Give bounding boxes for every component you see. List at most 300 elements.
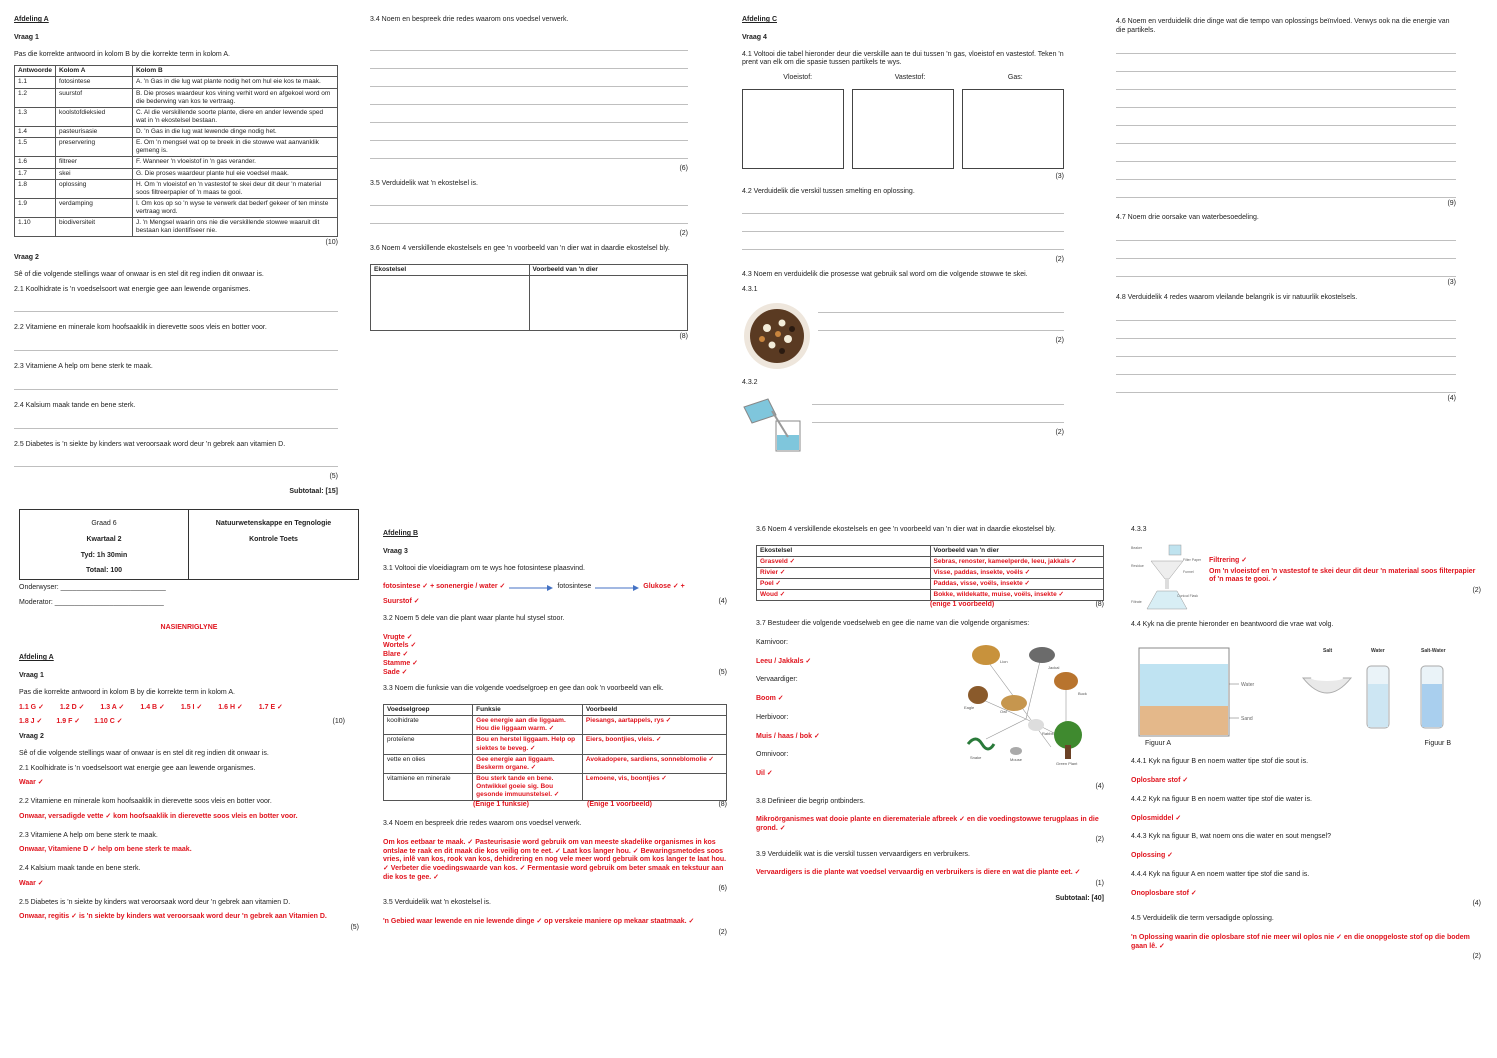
- marks: (5): [718, 668, 727, 676]
- table-cell: preservering: [55, 138, 132, 157]
- marks: (2): [679, 230, 688, 238]
- figure-caption: Figuur A: [1145, 739, 1172, 747]
- question-title: Vraag 1: [14, 33, 39, 41]
- figure-label: Water: [1241, 681, 1255, 688]
- web-label: Lion: [1000, 658, 1008, 664]
- table-cell: A. 'n Gas in die lug wat plante nodig het om hul eie kos te maak.: [132, 77, 337, 88]
- note: (enige 1 voorbeeld): [930, 601, 995, 609]
- arrow-icon: [595, 584, 639, 592]
- ecosystem-answer-body: [757, 556, 1104, 601]
- section-title: Afdeling A: [14, 16, 49, 23]
- table-row: [15, 168, 338, 179]
- table-cell[interactable]: [371, 275, 530, 330]
- table-cell: Grasveld ✓: [757, 556, 931, 567]
- table-notes: [756, 601, 1104, 610]
- table-row: [757, 579, 1104, 590]
- mc-answer: 1.2 D ✓: [59, 703, 85, 711]
- answer-text: Oplossing ✓: [1131, 852, 1174, 859]
- cover-right: [189, 510, 358, 579]
- answer-line[interactable]: [1116, 265, 1456, 277]
- section-title: Afdeling B: [383, 530, 418, 537]
- question-title: Vraag 2: [14, 254, 39, 262]
- statement: 2.3 Vitamiene A help om bene sterk te maak.: [14, 363, 153, 371]
- lion-icon: [972, 645, 1000, 665]
- mc-answer-row: [19, 718, 359, 727]
- panel-memo-afdeling-b: [383, 530, 727, 990]
- table-row: [15, 198, 338, 217]
- question-text: 3.7 Bestudeer die volgende voedselweb en gee die name van die volgende organismes:: [756, 620, 1030, 628]
- question-title: Vraag 3: [383, 547, 408, 555]
- mc-answer: 1.7 E ✓: [258, 703, 283, 711]
- time: Tyd: 1h 30min: [80, 551, 128, 559]
- subtotal: Subtotaal: [40]: [1055, 894, 1104, 902]
- table-header: Ekostelsel: [371, 264, 530, 275]
- answer-line[interactable]: [14, 417, 338, 429]
- table-cell: filtreer: [55, 157, 132, 168]
- question-text: 4.4 Kyk na die prente hieronder en beantwoord die vrae wat volg.: [1131, 620, 1334, 628]
- diagram-label: Filter Paper: [1183, 557, 1202, 562]
- marks: (10): [325, 239, 338, 247]
- marks: (6): [718, 884, 727, 892]
- table-row: [15, 88, 338, 107]
- marks: (10): [332, 718, 345, 726]
- question-text: 3.8 Definieer die begrip ontbinders.: [756, 797, 865, 805]
- mc-answer: 1.8 J ✓: [19, 718, 43, 726]
- marks: (5): [329, 473, 338, 481]
- table-row: [757, 556, 1104, 567]
- mc-answer: 1.5 I ✓: [180, 703, 203, 711]
- answer-text: 'n Gebied waar lewende en nie lewende dinge ✓ op verskeie maniere op mekaar staatmaak. ✓: [383, 918, 695, 925]
- question-text: 3.9 Verduidelik wat is die verskil tussen vervaardigers en verbruikers.: [756, 850, 970, 858]
- matching-table-body: [15, 77, 338, 237]
- answer-text: Onwaar, Vitamiene D ✓ help om bene sterk te maak.: [19, 846, 192, 854]
- tree-icon: [1054, 721, 1082, 749]
- table-cell: fotosintese: [55, 77, 132, 88]
- note: (Enige 1 funksie): [473, 801, 530, 809]
- question-text: 4.5 Verduidelik die term versadigde oplossing.: [1131, 915, 1274, 922]
- table-cell: 1.7: [15, 168, 56, 179]
- table-row: [384, 754, 727, 773]
- answer-text: Onoplosbare stof ✓: [1131, 889, 1197, 897]
- table-header: Voorbeeld van 'n dier: [930, 545, 1104, 556]
- table-cell[interactable]: [529, 275, 688, 330]
- table-cell: 1.10: [15, 218, 56, 237]
- mouse-icon: [1010, 747, 1022, 755]
- table-cell: 1.1: [15, 77, 56, 88]
- table-cell: G. Die proses waardeur plante hul eie voedsel maak.: [132, 168, 337, 179]
- table-cell: proteïene: [384, 735, 473, 754]
- cover-left: [20, 510, 189, 579]
- statement: 2.2 Vitamiene en minerale kom hoofsaaklik in dierevette soos vleis en botter voor.: [19, 798, 272, 805]
- figure-captions: [1145, 740, 1451, 749]
- snake-icon: [968, 739, 994, 749]
- marks: (4): [1472, 900, 1481, 908]
- ecosystem-table: [370, 264, 688, 331]
- table-header: Voorbeeld van 'n dier: [529, 264, 688, 275]
- marks: (4): [718, 598, 727, 605]
- food-web-diagram: [956, 639, 1096, 769]
- answer-line[interactable]: [370, 147, 688, 159]
- answer-line[interactable]: [14, 455, 338, 467]
- marks: (2): [1055, 256, 1064, 264]
- table-cell: C. Al die verskillende soorte plante, diere en ander lewende sped wat in 'n ekostelsel bestaan.: [132, 107, 337, 126]
- answer-line[interactable]: [1116, 327, 1456, 339]
- mc-answer: 1.3 A ✓: [100, 703, 125, 711]
- question-instruction: Sê of die volgende stellings waar of onwaar is en stel dit reg indien dit onwaar is.: [19, 749, 269, 757]
- question-text: 4.6 Noem en verduidelik drie dinge wat die tempo van oplossings beïnvloed. Verwys ook na die energie van die partikels.: [1116, 18, 1450, 34]
- label: Karnivoor:: [756, 638, 788, 646]
- marks: (2): [1055, 336, 1064, 344]
- marks: (4): [1447, 394, 1456, 402]
- statement: 2.5 Diabetes is 'n siekte by kinders wat veroorsaak word deur 'n gebrek aan vitamien D.: [19, 898, 291, 906]
- memo-title: NASIENRIGLYNE: [160, 623, 218, 631]
- flow-input: fotosintese ✓ + sonenergie / water ✓: [383, 583, 506, 591]
- panel-memo-vraag-4: [1131, 526, 1481, 976]
- question-title: Vraag 4: [742, 33, 767, 41]
- table-cell: Piesangs, aartappels, rys ✓: [582, 716, 726, 735]
- mc-answer: 1.9 F ✓: [56, 718, 81, 726]
- table-header: Kolom B: [132, 66, 337, 77]
- mc-answer-row: [19, 704, 359, 713]
- table-cell: D. 'n Gas in die lug wat lewende dinge nodig het.: [132, 127, 337, 138]
- table-row: [15, 107, 338, 126]
- answer-text: Vrugte ✓: [383, 633, 413, 641]
- food-web-answers: [756, 639, 956, 789]
- table-header: Antwoorde: [15, 66, 56, 77]
- answer-text: Om 'n vloeistof en 'n vastestof te skei deur dit deur 'n materiaal soos filterpapier of 'n maas te gooi. ✓: [1209, 567, 1476, 584]
- filtration-diagram: [1131, 541, 1203, 611]
- jackal-icon: [1029, 647, 1055, 663]
- marks: (2): [1472, 953, 1481, 961]
- table-cell: koolhidrate: [384, 716, 473, 735]
- answer-line[interactable]: [812, 393, 1064, 405]
- answer-line[interactable]: [742, 238, 1064, 250]
- answer-line[interactable]: [742, 202, 1064, 214]
- question-text: 4.4.4 Kyk na figuur A en noem watter tipe stof die sand is.: [1131, 870, 1310, 878]
- web-label: Green Plant: [1056, 760, 1078, 766]
- panel-vraag-3-questions: [370, 16, 688, 346]
- question-text: 3.6 Noem 4 verskillende ekostelsels en gee 'n voorbeeld van 'n dier wat in daardie ekostelsel bly.: [370, 245, 670, 252]
- marks: (6): [679, 164, 688, 172]
- table-row: [15, 179, 338, 198]
- label: Vervaardiger:: [756, 676, 798, 684]
- flow-row-2: [383, 598, 727, 607]
- filtration-answer: [1209, 557, 1481, 611]
- answer-line[interactable]: [1116, 114, 1456, 126]
- web-label: Eagle: [964, 704, 975, 710]
- mc-answer: 1.1 G ✓: [19, 703, 44, 711]
- filtration-row: [1131, 541, 1481, 611]
- answer-text: Sade ✓: [383, 668, 408, 676]
- question-text: 3.5 Verduidelik wat 'n ekostelsel is.: [370, 179, 478, 187]
- question-text: 4.8 Verduidelik 4 redes waarom vleilande belangrik is vir natuurlik ekostelsels.: [1116, 293, 1358, 301]
- note: (Enige 1 voorbeeld): [587, 801, 652, 809]
- table-cell: Woud ✓: [757, 590, 931, 601]
- answer-text: Oplosmiddel ✓: [1131, 814, 1182, 822]
- question-text: 4.4.2 Kyk na figuur B en noem watter tipe stof die water is.: [1131, 795, 1312, 803]
- question-number: 4.3.2: [742, 378, 758, 386]
- figure-label: Salt: [1323, 647, 1333, 654]
- diagram-label: Beaker: [1131, 545, 1143, 550]
- mc-answer: 1.6 H ✓: [218, 703, 243, 711]
- panel-memo-vraag-3-continued: [756, 526, 1104, 956]
- answer-line[interactable]: [1116, 60, 1456, 72]
- web-label: Jackal: [1048, 664, 1060, 670]
- table-cell: H. Om 'n vloeistof en 'n vastestof te skei deur dit deur 'n material soos filtreerpapier of 'n maas te gooi.: [132, 179, 337, 198]
- panel-afdeling-c-questions: [742, 16, 1064, 476]
- answer-line[interactable]: [818, 319, 1064, 331]
- answer-title: Filtrering ✓: [1209, 556, 1248, 564]
- section-title: Afdeling C: [742, 16, 777, 23]
- diagram-label: Filtrate: [1131, 599, 1142, 604]
- marks: (5): [350, 924, 359, 931]
- question-instruction: Pas die korrekte antwoord in kolom B by die korrekte term in kolom A.: [19, 688, 235, 696]
- table-cell: koolstofdieksied: [55, 107, 132, 126]
- question-number: 4.3.3: [1131, 526, 1147, 533]
- panel-vraag-4-questions: [1116, 18, 1456, 448]
- answer-line[interactable]: [1116, 186, 1456, 198]
- table-row: [15, 77, 338, 88]
- answer-line[interactable]: [1116, 150, 1456, 162]
- answer-line[interactable]: [1116, 229, 1456, 241]
- question-number: 4.3.1: [742, 285, 758, 293]
- marks: (3): [1447, 279, 1456, 286]
- answer-line[interactable]: [1116, 247, 1456, 259]
- statement: 2.2 Vitamiene en minerale kom hoofsaaklik in dierevette soos vleis en botter voor.: [14, 324, 267, 332]
- answer-line[interactable]: [370, 129, 688, 141]
- marks: (2): [1095, 835, 1104, 843]
- table-cell: Bou en herstel liggaam. Help op siektes te beveg. ✓: [473, 735, 583, 754]
- question-text: 4.4.1 Kyk na figuur B en noem watter tipe stof die sout is.: [1131, 758, 1309, 766]
- answer-line[interactable]: [370, 93, 688, 105]
- answer-area: [818, 301, 1064, 371]
- drawing-box[interactable]: [852, 89, 954, 169]
- rabbit-icon: [1028, 719, 1044, 731]
- marks: (8): [1095, 601, 1104, 609]
- answer-line[interactable]: [1116, 42, 1456, 54]
- marks: (2): [718, 928, 727, 936]
- table-row: [15, 218, 338, 237]
- subject: Natuurwetenskappe en Tegnologie: [215, 520, 332, 527]
- figure-label: Sand: [1241, 715, 1253, 722]
- table-header: Kolom A: [55, 66, 132, 77]
- matching-table: [14, 65, 338, 237]
- web-label: Snake: [970, 754, 982, 760]
- answer-text: 'n Oplossing waarin die oplosbare stof nie meer wil oplos nie ✓ en die onopgeloste stof op die bodem gaan lê. ✓: [1131, 933, 1470, 950]
- question-text: 3.5 Verduidelik wat 'n ekostelsel is.: [383, 899, 491, 907]
- answer-line[interactable]: [742, 220, 1064, 232]
- flow-output: Glukose ✓ +: [643, 583, 685, 591]
- figure-caption: Figuur B: [1424, 739, 1451, 747]
- question-text: 3.1 Voltooi die vloeidiagram om te wys hoe fotosintese plaasvind.: [383, 564, 585, 572]
- table-cell: Bou sterk tande en bene. Ontwikkel goeie sig. Bou gesonde immuunstelsel. ✓: [473, 773, 583, 800]
- label: Omnivoor:: [756, 751, 789, 759]
- ecosystem-answer-table: [756, 545, 1104, 602]
- table-cell: 1.2: [15, 88, 56, 107]
- figures-row: [1131, 644, 1481, 738]
- web-label: Buck: [1078, 690, 1087, 696]
- question-text: 4.7 Noem drie oorsake van waterbesoedeling.: [1116, 214, 1259, 222]
- answer-line[interactable]: [14, 378, 338, 390]
- table-cell: Gee energie aan liggaam. Beskerm organe. ✓: [473, 754, 583, 773]
- panel-afdeling-a-questions: [14, 16, 338, 496]
- question-instruction: Sê of die volgende stellings waar of onwaar is en stel dit reg indien dit onwaar is.: [14, 270, 264, 278]
- diagram-label: Conical Flask: [1177, 593, 1199, 598]
- web-label: Owl: [1000, 708, 1007, 714]
- marks: (3): [1055, 172, 1064, 180]
- statement: 2.1 Koolhidrate is 'n voedselsoort wat energie gee aan lewende organismes.: [19, 764, 256, 772]
- answer-line[interactable]: [14, 300, 338, 312]
- table-cell: B. Die proses waardeur kos vining verhit word en afgekoel word om die bederwing van kos te vertraag.: [132, 88, 337, 107]
- buck-icon: [1054, 672, 1078, 690]
- answer-text: Vervaardigers is die plante wat voedsel vervaardig en verbruikers is diere en wat die plante eet. ✓: [756, 869, 1081, 877]
- table-row: [384, 716, 727, 735]
- question-text: 3.4 Noem en bespreek drie redes waarom ons voedsel verwerk.: [383, 820, 582, 827]
- figure-label: Water: [1371, 647, 1385, 654]
- question-text: 4.2 Verduidelik die verskil tussen smelting en oplossing.: [742, 187, 915, 195]
- question-text: 3.4 Noem en bespreek drie redes waarom ons voedsel verwerk.: [370, 16, 569, 23]
- answer-line[interactable]: [1116, 309, 1456, 321]
- question-text: 4.3 Noem en verduidelik die prosesse wat gebruik sal word om die volgende stowwe te skei.: [742, 271, 1028, 278]
- answer-line[interactable]: [1116, 168, 1456, 180]
- drawing-box[interactable]: [742, 89, 844, 169]
- table-cell: Bokke, wildekatte, muise, voëls, insekte ✓: [930, 590, 1104, 601]
- flow-process: fotosintese: [557, 583, 592, 591]
- table-cell: Gee energie aan die liggaam. Hou die liggaam warm. ✓: [473, 716, 583, 735]
- table-cell: F. Wanneer 'n vloeistof in 'n gas verander.: [132, 157, 337, 168]
- answer-line[interactable]: [14, 339, 338, 351]
- drawing-label: Vloeistof:: [783, 74, 813, 81]
- food-group-table: [383, 704, 727, 801]
- table-header: Voorbeeld: [582, 705, 726, 716]
- table-cell: Visse, paddas, insekte, voëls ✓: [930, 568, 1104, 579]
- answer-text: Onwaar, versadigde vette ✓ kom hoofsaaklik in dierevette soos vleis en botter voor.: [19, 812, 298, 820]
- answer-line[interactable]: [370, 75, 688, 87]
- answer-text: Oplosbare stof ✓: [1131, 777, 1189, 784]
- statement: 2.5 Diabetes is 'n siekte by kinders wat veroorsaak word deur 'n gebrek aan vitamien D.: [14, 440, 286, 448]
- table-cell: verdamping: [55, 198, 132, 217]
- moderator-field[interactable]: Moderator: ____________________________: [19, 598, 164, 606]
- table-cell: biodiversiteit: [55, 218, 132, 237]
- q431-row: [742, 301, 1064, 371]
- table-row: [757, 590, 1104, 601]
- table-cell: E. Om 'n mengsel wat op te breek in die stowwe wat aanvanklik gemeng is.: [132, 138, 337, 157]
- question-title: Vraag 2: [19, 733, 44, 740]
- statement: 2.3 Vitamiene A help om bene sterk te maak.: [19, 831, 158, 839]
- table-row: [384, 773, 727, 800]
- marks: (2): [1472, 587, 1481, 594]
- web-label: Rabbit: [1042, 730, 1054, 736]
- table-cell: Eiers, boontjies, vleis. ✓: [582, 735, 726, 754]
- question-text: 3.3 Noem die funksie van die volgende voedselgroep en gee dan ook 'n voorbeeld van elk.: [383, 685, 664, 693]
- answer-line[interactable]: [818, 301, 1064, 313]
- figure-b-salt-water: [1301, 644, 1481, 738]
- table-cell: Avokadopere, sardiens, sonneblomolie ✓: [582, 754, 726, 773]
- table-cell: Sebras, renoster, kameelperde, leeu, jakkals ✓: [930, 556, 1104, 567]
- question-text: 4.1 Voltooi die tabel hieronder deur die verskille aan te dui tussen 'n gas, vloeistof en vastestof. Teken 'n prent van elk om die spasie tussen partikels te wys.: [742, 50, 1064, 67]
- answer-text: Onwaar, regitis ✓ is 'n siekte by kinders wat veroorsaak word deur 'n gebrek aan Vitamien D.: [19, 913, 327, 921]
- table-cell: pasteurisasie: [55, 127, 132, 138]
- question-text: 3.6 Noem 4 verskillende ekostelsels en gee 'n voorbeeld van 'n dier wat in daardie ekostelsel bly.: [756, 526, 1056, 533]
- mc-answer: 1.4 B ✓: [140, 703, 165, 711]
- drawing-box[interactable]: [962, 89, 1064, 169]
- answer-line[interactable]: [1116, 381, 1456, 393]
- answer-area: [812, 393, 1064, 453]
- table-row: [384, 735, 727, 754]
- term: Kwartaal 2: [86, 535, 122, 543]
- food-web-section: [756, 639, 1104, 789]
- diagram-label: Funnel: [1183, 569, 1194, 574]
- table-cell: I. Om kos op so 'n wyse te verwerk dat bederf gekeer of ten minste vertraag word.: [132, 198, 337, 217]
- subtotal: Subtotaal: [15]: [289, 488, 338, 496]
- figure-label: Salt-Water: [1421, 647, 1446, 654]
- answer-row: [383, 669, 727, 678]
- label: Herbivoor:: [756, 713, 789, 721]
- table-cell: suurstof: [55, 88, 132, 107]
- answer-line[interactable]: [370, 39, 688, 51]
- table-header: Voedselgroep: [384, 705, 473, 716]
- answer-line[interactable]: [1116, 132, 1456, 144]
- answer-line[interactable]: [1116, 345, 1456, 357]
- answer-line[interactable]: [370, 57, 688, 69]
- drawing-label: Gas:: [1007, 74, 1023, 81]
- table-cell: 1.8: [15, 179, 56, 198]
- table-cell: vitamiene en minerale: [384, 773, 473, 800]
- table-cell: Poel ✓: [757, 579, 931, 590]
- statement: 2.1 Koolhidrate is 'n voedselsoort wat energie gee aan lewende organismes.: [14, 285, 251, 293]
- answer-line[interactable]: [370, 111, 688, 123]
- answer-text: Stamme ✓: [383, 659, 419, 667]
- answer-text: Muis / haas / bok ✓: [756, 732, 820, 740]
- web-label: Mouse: [1010, 756, 1023, 762]
- answer-line[interactable]: [370, 194, 688, 206]
- teacher-field[interactable]: Onderwyser: ___________________________: [19, 584, 166, 591]
- table-cell: 1.5: [15, 138, 56, 157]
- marks: (9): [1447, 199, 1456, 207]
- marks: (8): [679, 332, 688, 340]
- question-text: 4.4.3 Kyk na figuur B, wat noem ons die water en sout mengsel?: [1131, 833, 1332, 841]
- statement: 2.4 Kalsium maak tande en bene sterk.: [19, 865, 141, 872]
- food-group-table-body: [384, 716, 727, 801]
- figure-a-beaker: [1131, 644, 1261, 738]
- arrow-icon: [509, 584, 553, 592]
- answer-line[interactable]: [1116, 96, 1456, 108]
- table-cell: Paddas, visse, voëls, insekte ✓: [930, 579, 1104, 590]
- table-row: [757, 568, 1104, 579]
- statement: 2.4 Kalsium maak tande en bene sterk.: [14, 401, 136, 409]
- pouring-beaker-image: [742, 393, 806, 453]
- marks: (8): [718, 801, 727, 809]
- drawing-boxes: [742, 89, 1064, 169]
- table-cell: oplossing: [55, 179, 132, 198]
- cover-box: [19, 509, 359, 580]
- trail-mix-bowl-image: [742, 301, 812, 371]
- mc-answer: 1.10 C ✓: [94, 718, 123, 726]
- tree-trunk-icon: [1065, 745, 1071, 759]
- answer-line[interactable]: [370, 212, 688, 224]
- table-cell: 1.9: [15, 198, 56, 217]
- answer-line[interactable]: [1116, 363, 1456, 375]
- table-cell: skei: [55, 168, 132, 179]
- marks: (4): [1095, 782, 1104, 790]
- diagram-label: Residue: [1131, 563, 1144, 568]
- answer-line[interactable]: [1116, 78, 1456, 90]
- test-type: Kontrole Toets: [249, 535, 298, 543]
- flow-output: Suurstof ✓: [383, 598, 420, 605]
- answer-text: Boom ✓: [756, 695, 784, 703]
- answer-line[interactable]: [812, 411, 1064, 423]
- drawing-labels: [742, 74, 1064, 83]
